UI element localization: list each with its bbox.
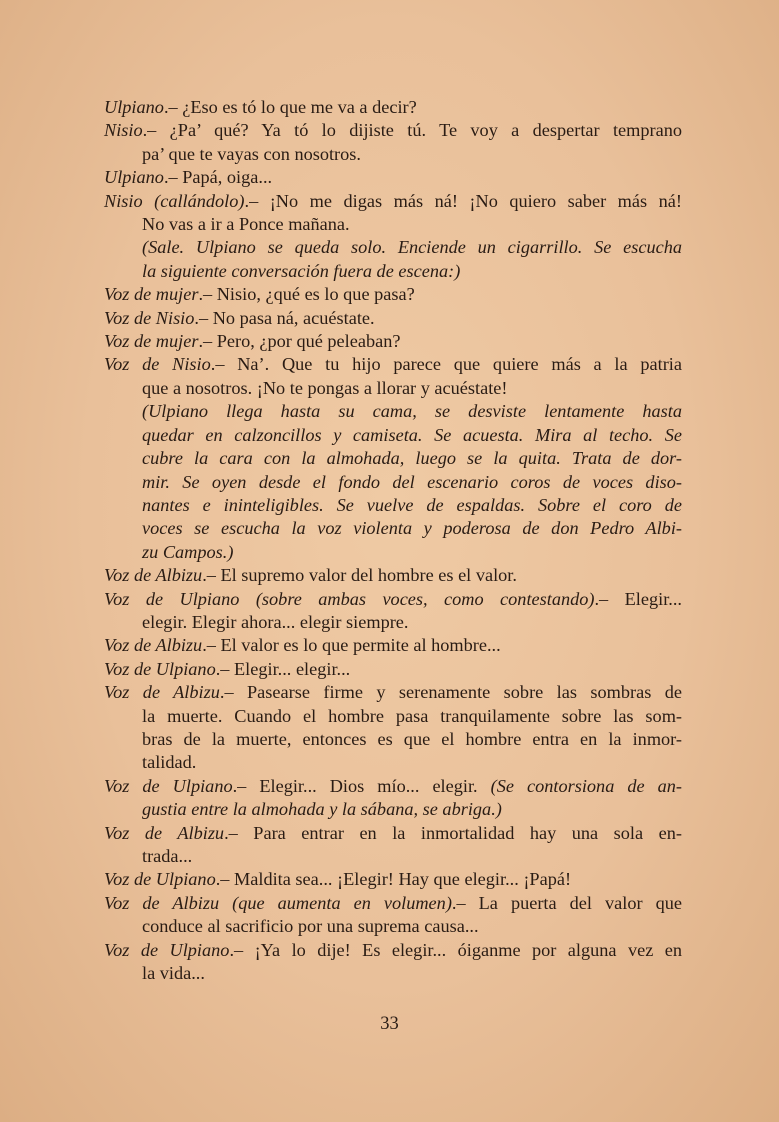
- dialogue-line: [104, 330, 682, 353]
- speaker-name: Ulpiano: [104, 167, 164, 188]
- dialogue-text: .– Papá, oiga...: [163, 167, 273, 188]
- text-line-continuation: [104, 143, 682, 166]
- dialogue-text: .– Para entrar en la inmortalidad hay una sola en-: [224, 822, 682, 843]
- dialogue-line: [104, 119, 682, 142]
- speaker-name: Voz de mujer: [104, 331, 199, 352]
- text-line-continuation: [104, 400, 682, 423]
- dialogue-text: .– ¡No me digas más ná! ¡No quiero saber más ná!: [244, 190, 682, 211]
- speaker-name: Voz de Albizu (que aumenta en volumen): [104, 892, 452, 913]
- dialogue-line: [104, 564, 682, 587]
- text-line-continuation: [104, 845, 682, 868]
- dialogue-text: .– ¿Eso es tó lo que me va a decir?: [163, 97, 417, 117]
- stage-direction: quedar en calzoncillos y camiseta. Se acuesta. Mira al techo. Se: [142, 424, 682, 445]
- stage-direction: nantes e ininteligibles. Se vuelve de espaldas. Sobre el coro de: [142, 494, 682, 515]
- dialogue-text: .– Na’. Que tu hijo parece que quiere más a la patria: [210, 354, 682, 375]
- dialogue-text: .– El valor es lo que permite al hombre...: [202, 635, 501, 656]
- stage-direction: la siguiente conversación fuera de escena:): [142, 260, 461, 281]
- dialogue-line: [104, 822, 682, 845]
- dialogue-text: la vida...: [142, 963, 205, 984]
- stage-direction: (Sale. Ulpiano se queda solo. Enciende un cigarrillo. Se escucha: [142, 237, 682, 258]
- dialogue-line: [104, 96, 682, 119]
- dialogue-text: la muerte. Cuando el hombre pasa tranquilamente sobre las som-: [142, 705, 682, 726]
- dialogue-text: talidad.: [142, 752, 197, 773]
- dialogue-line: [104, 634, 682, 657]
- dialogue-line: [104, 166, 682, 189]
- stage-direction: mir. Se oyen desde el fondo del escenario coros de voces diso-: [142, 471, 682, 492]
- speaker-name: Voz de mujer: [104, 284, 199, 305]
- dialogue-line: [104, 190, 682, 213]
- speaker-name: Voz de Ulpiano: [104, 939, 230, 960]
- text-line-continuation: [104, 751, 682, 774]
- dialogue-text: .– ¿Pa’ qué? Ya tó lo dijiste tú. Te voy a despertar temprano: [142, 120, 682, 141]
- speaker-name: Nisio: [104, 120, 143, 141]
- stage-direction: (Ulpiano llega hasta su cama, se desviste lentamente hasta: [142, 401, 682, 422]
- text-line-continuation: [104, 260, 682, 283]
- dialogue-line: [104, 307, 682, 330]
- stage-direction: zu Campos.): [142, 541, 234, 562]
- text-line-continuation: [104, 915, 682, 938]
- stage-direction: gustia entre la almohada y la sábana, se abriga.): [142, 799, 502, 820]
- text-line-continuation: [104, 798, 682, 821]
- text-line-continuation: [104, 447, 682, 470]
- dialogue-line: [104, 283, 682, 306]
- dialogue-text: .– Elegir...: [594, 588, 682, 609]
- dialogue-text: .– El supremo valor del hombre es el valor.: [202, 565, 517, 586]
- dialogue-text: .– No pasa ná, acuéstate.: [194, 307, 375, 328]
- text-line-continuation: [104, 541, 682, 564]
- dialogue-line: [104, 892, 682, 915]
- dialogue-line: [104, 939, 682, 962]
- speaker-name: Voz de Nisio: [104, 307, 195, 328]
- speaker-name: Voz de Ulpiano: [104, 869, 216, 890]
- dialogue-line: [104, 775, 682, 798]
- speaker-name: Voz de Ulpiano: [104, 658, 216, 679]
- dialogue-text: .– Pasearse firme y serenamente sobre las sombras de: [219, 682, 682, 703]
- speaker-name: Voz de Albizu: [104, 565, 203, 586]
- text-line-continuation: [104, 377, 682, 400]
- stage-direction: voces se escucha la voz violenta y poderosa de don Pedro Albi-: [142, 518, 682, 539]
- dialogue-text: .– Pero, ¿por qué peleaban?: [198, 331, 401, 352]
- dialogue-line: [104, 658, 682, 681]
- text-line-continuation: [104, 517, 682, 540]
- text-line-continuation: [104, 213, 682, 236]
- dialogue-text: trada...: [142, 846, 193, 866]
- text-line-continuation: [104, 494, 682, 517]
- speaker-name: Voz de Albizu: [104, 682, 220, 703]
- speaker-name: Nisio (callándolo): [104, 190, 245, 211]
- stage-direction: cubre la cara con la almohada, luego se la quita. Trata de dor-: [142, 448, 682, 469]
- dialogue-line: [104, 681, 682, 704]
- speaker-name: Voz de Ulpiano (sobre ambas voces, como contestando): [104, 588, 595, 609]
- dialogue-line: [104, 353, 682, 376]
- dialogue-text: que a nosotros. ¡No te pongas a llorar y acuéstate!: [142, 377, 508, 398]
- dialogue-text: .– ¡Ya lo dije! Es elegir... óiganme por alguna vez en: [229, 939, 682, 960]
- dialogue-text: No vas a ir a Ponce mañana.: [142, 214, 350, 235]
- text-line-continuation: [104, 424, 682, 447]
- text-line-continuation: [104, 471, 682, 494]
- speaker-name: Voz de Nisio: [104, 354, 211, 375]
- dialogue-text: elegir. Elegir ahora... elegir siempre.: [142, 611, 409, 632]
- speaker-name: Voz de Albizu: [104, 822, 225, 843]
- text-line-continuation: [104, 728, 682, 751]
- speaker-name: Voz de Albizu: [104, 635, 203, 656]
- text-line-continuation: [104, 236, 682, 259]
- dialogue-text: .– Elegir... elegir...: [215, 658, 351, 679]
- dialogue-text: .– Elegir... Dios mío... elegir.: [232, 775, 491, 796]
- speaker-name: Voz de Ulpiano: [104, 775, 233, 796]
- dialogue-text: .– La puerta del valor que: [451, 892, 682, 913]
- dialogue-text: .– Maldita sea... ¡Elegir! Hay que elegir... ¡Papá!: [215, 869, 572, 890]
- stage-direction: (Se contorsiona de an-: [490, 775, 682, 796]
- dialogue-text: bras de la muerte, entonces es que el hombre entra en la inmor-: [142, 728, 682, 749]
- dialogue-text: conduce al sacrificio por una suprema causa...: [142, 916, 479, 937]
- text-line-continuation: [104, 962, 682, 985]
- dialogue-line: [104, 868, 682, 891]
- text-line-continuation: [104, 611, 682, 634]
- dialogue-line: [104, 588, 682, 611]
- dialogue-text: pa’ que te vayas con nosotros.: [142, 143, 361, 164]
- speaker-name: Ulpiano: [104, 97, 164, 117]
- page-text: [104, 96, 682, 985]
- page-number: 33: [380, 1014, 399, 1034]
- dialogue-text: .– Nisio, ¿qué es lo que pasa?: [198, 284, 415, 305]
- text-line-continuation: [104, 705, 682, 728]
